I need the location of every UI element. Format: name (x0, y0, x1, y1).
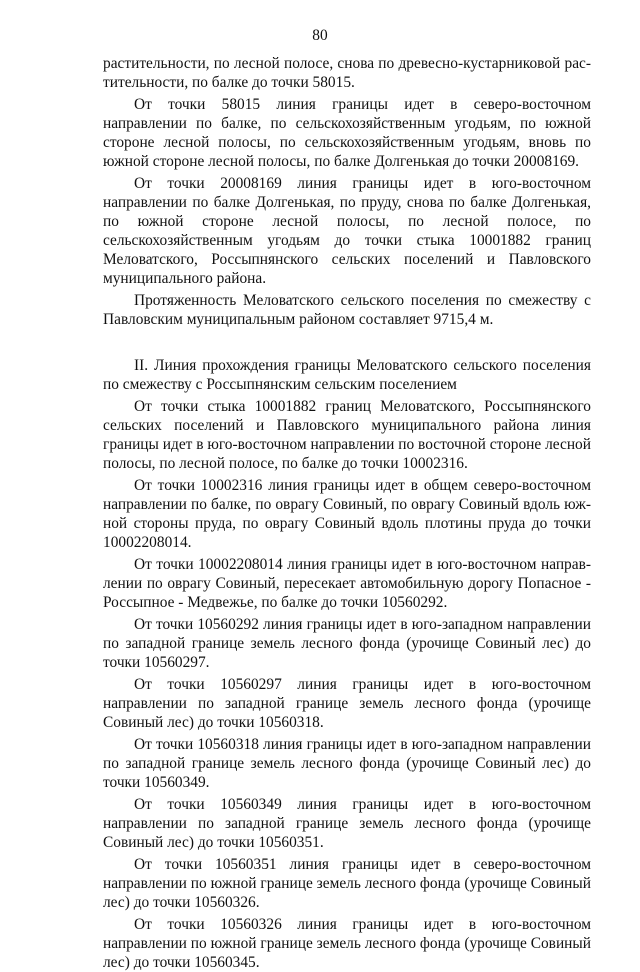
paragraph: От точки 10560292 линия границы идет в юго-западном направлении по западной границе земель лесного фонда (урочище Совиный лес) до точки 10560297. (103, 616, 591, 671)
paragraph: От точки стыка 10001882 границ Меловатского, Россыпнянского сельских поселений и Павловского муниципального района линия границы идет в юго-восточном направлении по восточной стороне лесной полосы, по лесной полосе, по балке до точки 10002316. (103, 398, 591, 472)
paragraph: От точки 10002208014 линия границы идет в юго-восточном направлении по оврагу Совиный, пересекает автомобильную дорогу Попасное - Россыпное - Медвежье, по балке до точки 10560292. (103, 556, 591, 611)
paragraph: От точки 10002316 линия границы идет в общем северо-восточном направлении по балке, по оврагу Совиный, по оврагу Совиный вдоль южной стороны пруда, по оврагу Совиный вдоль плотины пруда до точки 10002208014. (103, 477, 591, 551)
paragraph: От точки 10560326 линия границы идет в юго-восточном направлении по южной границе земель лесного фонда (урочище Совиный лес) до точки 10560345. (103, 916, 591, 971)
document-body (103, 54, 591, 972)
paragraph: От точки 58015 линия границы идет в северо-восточном направлении по балке, по сельскохозяйственным угодьям, по южной стороне лесной полосы, по сельскохозяйственным угодьям, вновь по южной стороне лесной полосы, по балке Долгенькая до точки 20008169. (103, 96, 591, 170)
paragraph: От точки 10560318 линия границы идет в юго-западном направлении по западной границе земель лесного фонда (урочище Совиный лес) до точки 10560349. (103, 736, 591, 791)
page-number: 80 (312, 27, 328, 44)
paragraph: От точки 10560297 линия границы идет в юго-восточном направлении по западной границе земель лесного фонда (урочище Совиный лес) до точки 10560318. (103, 676, 591, 731)
paragraph-length-summary: Протяженность Меловатского сельского поселения по смежеству с Павловским муниципальным районом составляет 9715,4 м. (103, 292, 591, 328)
paragraph: От точки 20008169 линия границы идет в юго-восточном направлении по балке Долгенькая, по пруду, снова по балке Долгенькая, по южной стороне лесной полосы, по лесной полосе, по сельскохозяйственным угодьям до точки стыка 10001882 границ Меловатского, Россыпнянского сельских поселений и Павловского муниципального района. (103, 175, 591, 287)
paragraph-continuation: растительности, по лесной полосе, снова по древесно-кустарниковой растительности, по балке до точки 58015. (103, 55, 591, 91)
paragraph: От точки 10560351 линия границы идет в северо-восточном направлении по южной границе земель лесного фонда (урочище Совиный лес) до точки 10560326. (103, 856, 591, 911)
section-heading: II. Линия прохождения границы Меловатского сельского поселения по смежеству с Россыпнянским сельским поселением (103, 357, 591, 393)
paragraph: От точки 10560349 линия границы идет в юго-восточном направлении по западной границе земель лесного фонда (урочище Совиный лес) до точки 10560351. (103, 796, 591, 851)
